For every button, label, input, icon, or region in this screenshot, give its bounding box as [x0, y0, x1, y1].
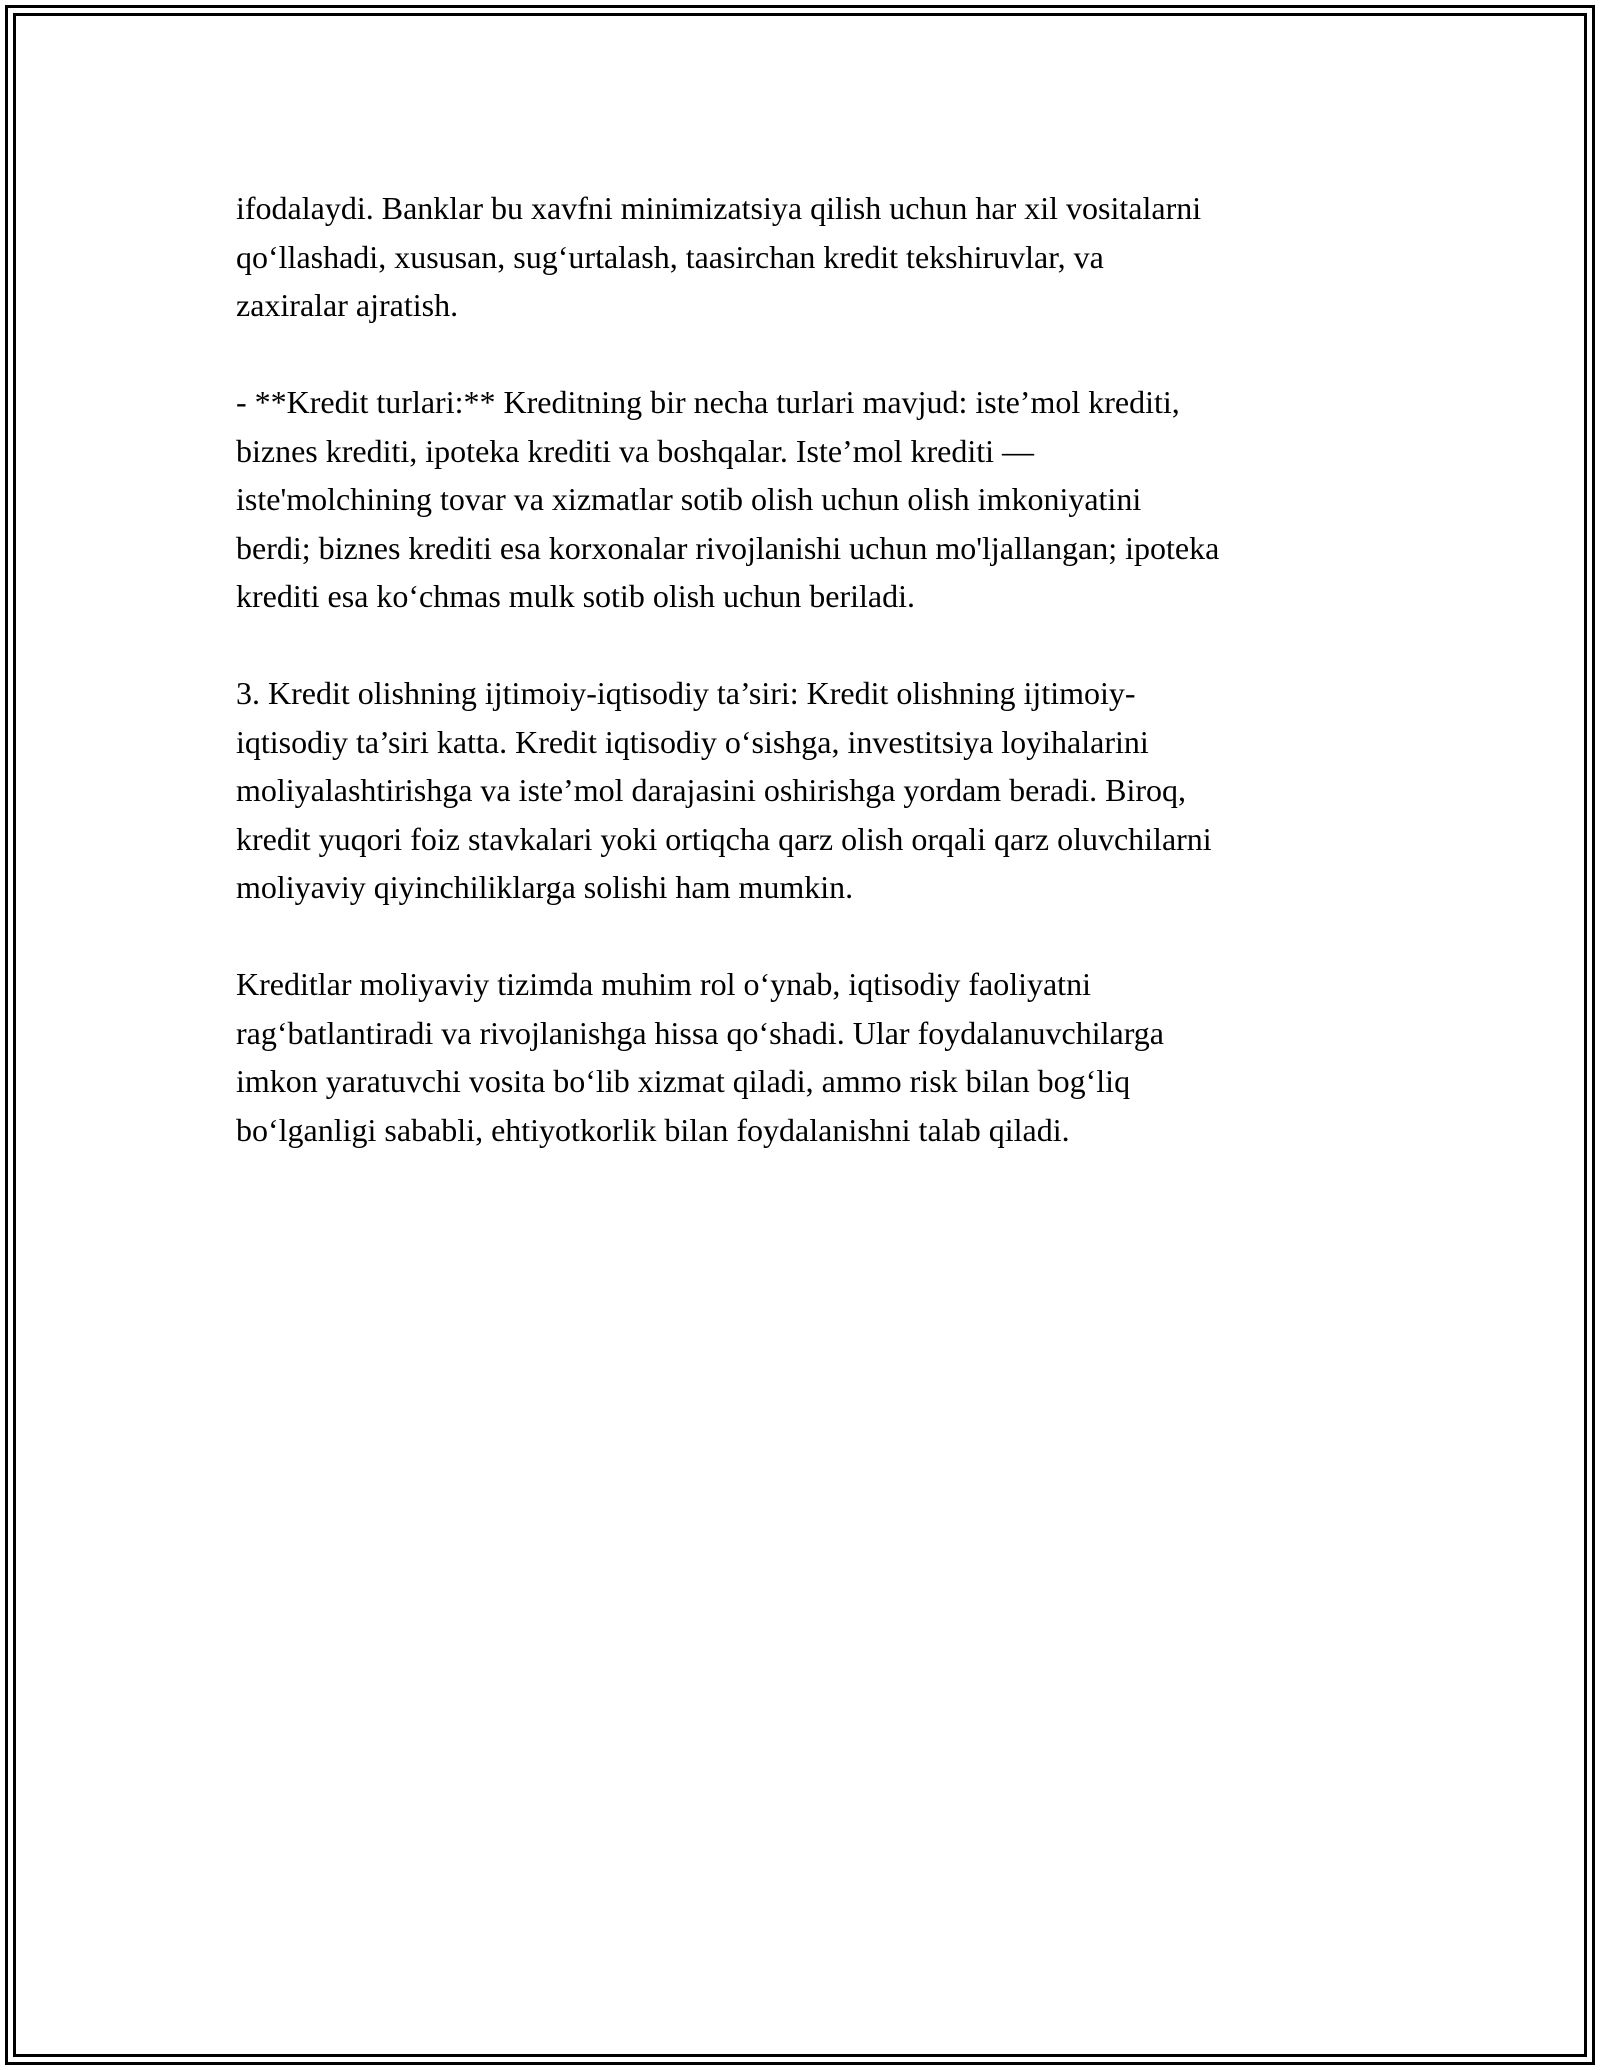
paragraph-conclusion: Kreditlar moliyaviy tizimda muhim rol o‘ynab, iqtisodiy faoliyatni rag‘batlantiradi va rivojlanishga hissa qo‘shadi. Ular foydalanuvchilarga imkon yaratuvchi vosita bo‘lib xizmat qiladi, ammo risk bilan bog‘liq bo‘lganligi sababli, ehtiyotkorlik bilan foydalanishni talab qiladi. — [236, 966, 1164, 1148]
paragraph-socioeconomic-impact: 3. Kredit olishning ijtimoiy-iqtisodiy ta’siri: Kredit olishning ijtimoiy- iqtisodiy ta’siri katta. Kredit iqtisodiy o‘sishga, investitsiya loyihalarini moliyalashtirishga va iste’mol darajasini oshirishga yordam beradi. Biroq, kredit yuqori foiz stavkalari yoki ortiqcha qarz olish orqali qarz oluvchilarni moliyaviy qiyinchiliklarga solishi ham mumkin. — [236, 675, 1212, 905]
paragraph-risk-mitigation: ifodalaydi. Banklar bu xavfni minimizatsiya qilish uchun har xil vositalarni qo‘llashadi, xususan, sug‘urtalash, taasirchan kredit tekshiruvlar, va zaxiralar ajratish. — [236, 190, 1202, 323]
paragraph-credit-types: - **Kredit turlari:** Kreditning bir necha turlari mavjud: iste’mol krediti, biznes krediti, ipoteka krediti va boshqalar. Iste’mol krediti — iste'molchining tovar va xizmatlar sotib olish uchun olish imkoniyatini berdi; biznes krediti esa korxonalar rivojlanishi uchun mo'ljallangan; ipoteka krediti esa ko‘chmas mulk sotib olish uchun beriladi. — [236, 384, 1220, 614]
document-body — [236, 184, 1376, 1154]
